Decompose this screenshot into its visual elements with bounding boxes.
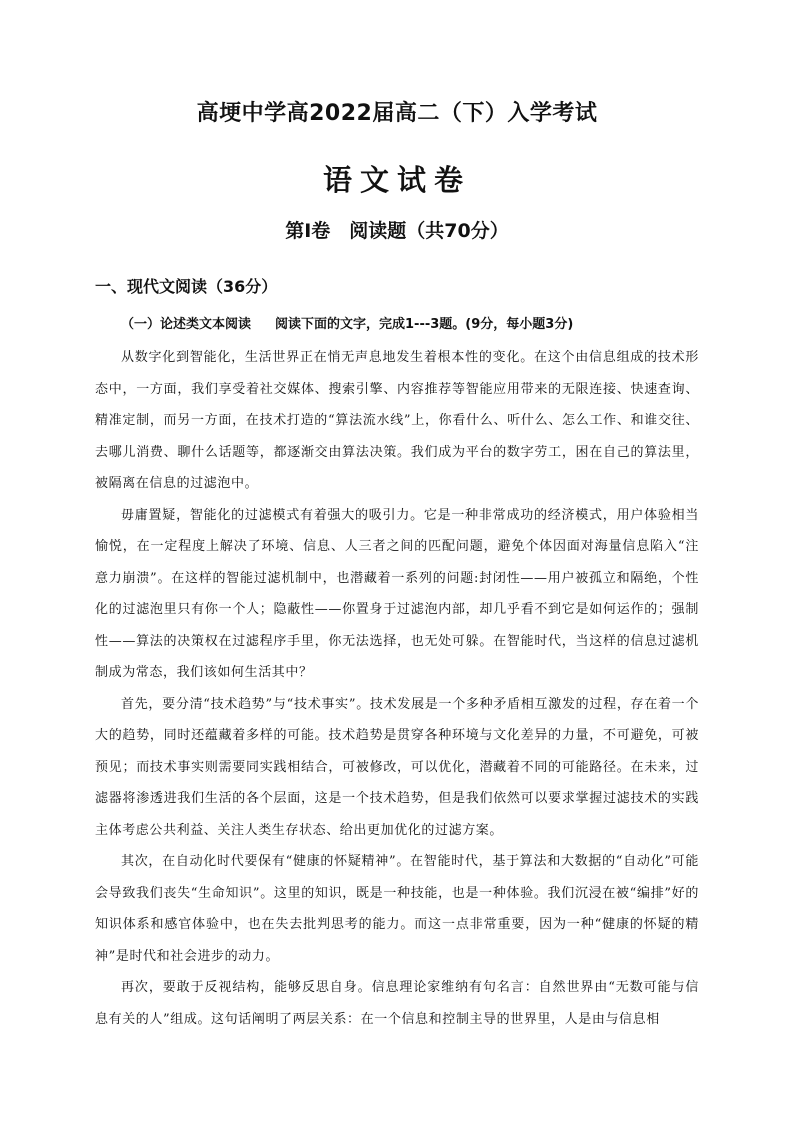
passage-paragraph-4: 其次，在自动化时代要保有“健康的怀疑精神”。在智能时代，基于算法和大数据的“自动化”可能会导致我们丧失“生命知识”。这里的知识，既是一种技能，也是一种体验。我们沉浸在被“编排”好的知识体系和感官体验中，也在失去批判思考的能力。而这一点非常重要，因为一种“健康的怀疑的精神”是时代和社会进步的动力。 (95, 854, 699, 964)
subsection-instruction: 阅读下面的文字，完成1---3题。(9分，每小题3分) (275, 317, 574, 332)
exam-title: 高埂中学高2022届高二（下）入学考试 (196, 101, 598, 126)
passage-paragraph-3: 首先，要分清“技术趋势”与“技术事实”。技术发展是一个多种矛盾相互激发的过程，存在着一个大的趋势，同时还蕴藏着多样的可能。技术趋势是贯穿各种环境与文化差异的力量，不可避免，可被预见；而技术事实则需要同实践相结合，可被修改，可以优化，潜藏着不同的可能路径。在未来，过滤器将渗透进我们生活的各个层面，这是一个技术趋势，但是我们依然可以要求掌握过滤技术的实践主体考虑公共利益、关注人类生存状态、给出更加优化的过滤方案。 (95, 696, 699, 838)
part-title: 第Ⅰ卷 阅读题（共70分） (285, 220, 509, 242)
reading-passage (95, 342, 699, 1035)
section-heading: 一、现代文阅读（36分） (95, 277, 278, 296)
subsection-heading (121, 313, 573, 332)
subsection-label: （一）论述类文本阅读 (121, 317, 252, 332)
passage-paragraph-5: 再次，要敢于反视结构，能够反思自身。信息理论家维纳有句名言：自然世界由“无数可能与信息有关的人”组成。这句话阐明了两层关系：在一个信息和控制主导的世界里，人是由与信息相 (95, 980, 699, 1027)
paper-title: 语文试卷 (322, 163, 471, 197)
passage-paragraph-1: 从数字化到智能化，生活世界正在悄无声息地发生着根本性的变化。在这个由信息组成的技术形态中，一方面，我们享受着社交媒体、搜索引擎、内容推荐等智能应用带来的无限连接、快速查询、精准定制，而另一方面，在技术打造的“算法流水线”上，你看什么、听什么、怎么工作、和谁交往、去哪儿消费、聊什么话题等，都逐渐交由算法决策。我们成为平台的数字劳工，困在自己的算法里，被隔离在信息的过滤泡中。 (95, 350, 699, 491)
passage-paragraph-2: 毋庸置疑，智能化的过滤模式有着强大的吸引力。它是一种非常成功的经济模式，用户体验相当愉悦，在一定程度上解决了环境、信息、人三者之间的匹配问题，避免个体因面对海量信息陷入“注意力崩溃”。在这样的智能过滤机制中，也潜藏着一系列的问题:封闭性——用户被孤立和隔绝，个性化的过滤泡里只有你一个人；隐蔽性——你置身于过滤泡内部，却几乎看不到它是如何运作的；强制性——算法的决策权在过滤程序手里，你无法选择，也无处可躲。在智能时代，当这样的信息过滤机制成为常态，我们该如何生活其中？ (95, 507, 699, 680)
